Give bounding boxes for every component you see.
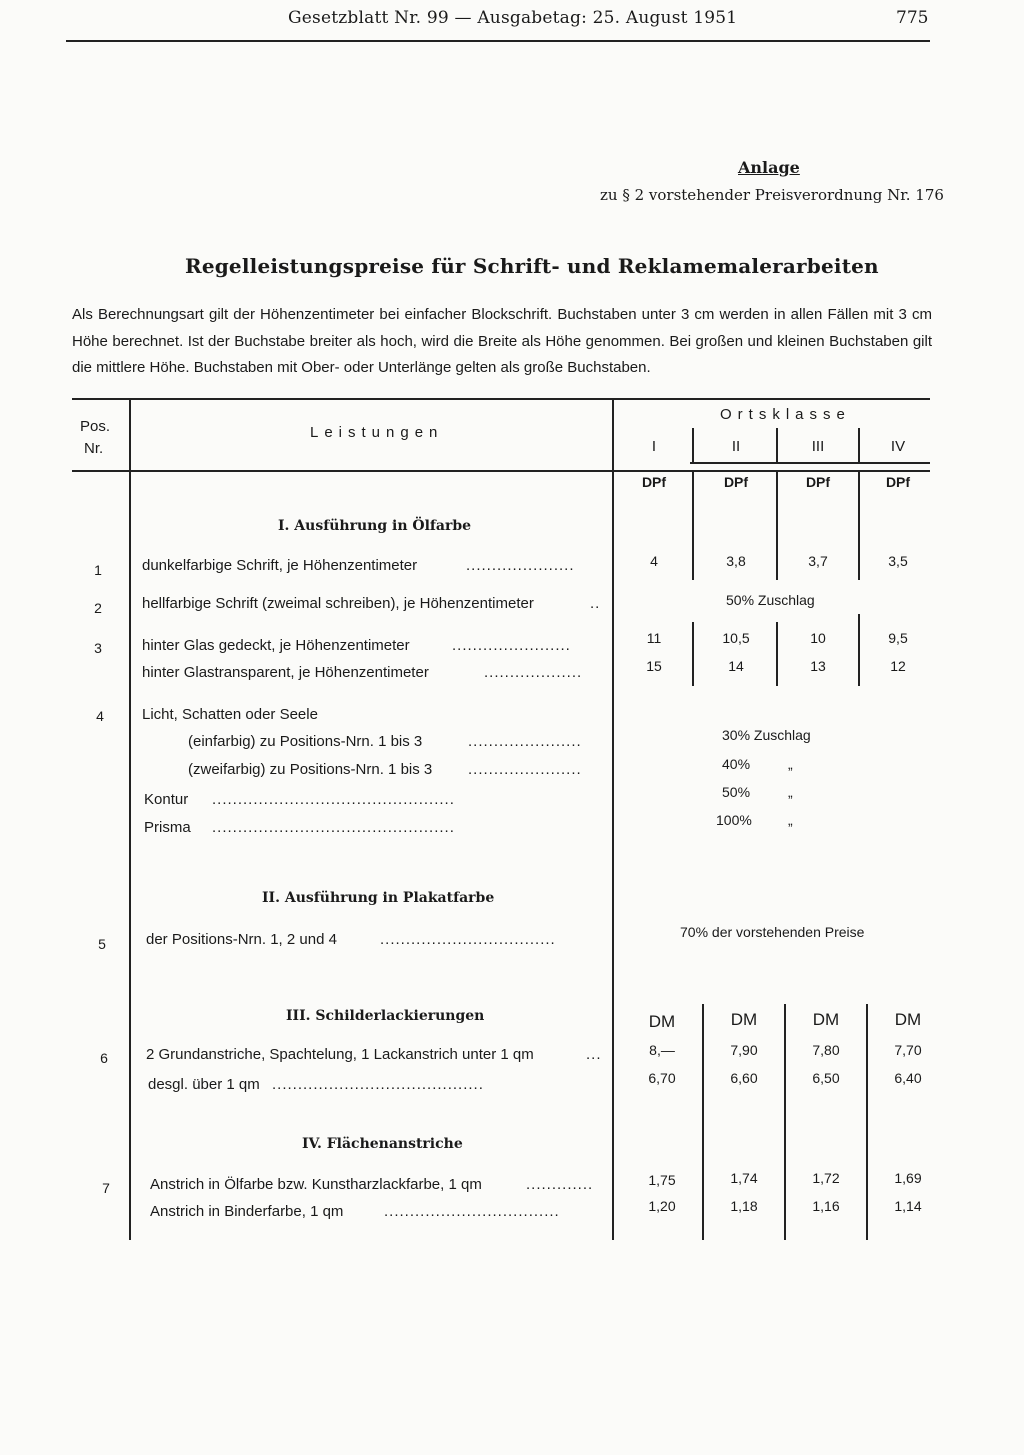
leader-dots: ................... <box>484 664 583 681</box>
unit-dpf: DPf <box>885 474 911 490</box>
value-divider <box>776 470 778 580</box>
running-header: Gesetzblatt Nr. 99 — Ausgabetag: 25. August 1951 <box>288 8 738 28</box>
value-cell: 8,— <box>649 1042 675 1058</box>
unit-dm: DM <box>648 1012 676 1031</box>
leader-dots: ............................................... <box>212 819 455 836</box>
leader-dots: ... <box>586 1046 602 1063</box>
section-heading: IV. Flächenanstriche <box>302 1136 463 1152</box>
merged-value: 100% <box>716 812 752 828</box>
col-header-leistungen: Leistungen <box>310 424 444 441</box>
merged-value: 40% <box>722 756 751 772</box>
value-cell: 1,74 <box>730 1170 758 1186</box>
value-cell: 6,70 <box>648 1070 676 1086</box>
row-text: hinter Glas gedeckt, je Höhenzentimeter <box>142 637 410 654</box>
row-pos: 7 <box>102 1180 110 1196</box>
leader-dots: ...................... <box>468 761 582 778</box>
table-divider-pos <box>129 398 131 1240</box>
value-cell: 14 <box>728 658 744 674</box>
leader-dots: .................................. <box>380 931 556 948</box>
value-divider <box>784 1004 786 1240</box>
unit-dm: DM <box>894 1010 922 1029</box>
value-cell: 1,72 <box>812 1170 840 1186</box>
row-text: der Positions-Nrn. 1, 2 und 4 <box>146 931 337 948</box>
value-divider <box>866 1004 868 1240</box>
leader-dots: ...................... <box>468 733 582 750</box>
unit-dpf: DPf <box>805 474 831 490</box>
row-pos: 2 <box>94 600 102 616</box>
value-cell: 9,5 <box>888 630 908 646</box>
col-header-nr: Nr. <box>84 440 104 457</box>
row-pos: 4 <box>96 708 104 724</box>
row-text: hinter Glastransparent, je Höhenzentimeter <box>142 664 429 681</box>
value-cell: 3,8 <box>726 553 746 569</box>
leader-dots: ....................... <box>452 637 571 654</box>
value-cell: 11 <box>646 630 662 646</box>
value-divider <box>858 470 860 580</box>
value-cell: 7,70 <box>894 1042 922 1058</box>
row-text: (zweifarbig) zu Positions-Nrn. 1 bis 3 <box>188 761 433 778</box>
value-cell: 1,69 <box>894 1170 922 1186</box>
row-pos: 3 <box>94 640 102 656</box>
row-pos: 5 <box>98 936 106 952</box>
merged-value: 50% <box>722 784 751 800</box>
row-text: (einfarbig) zu Positions-Nrn. 1 bis 3 <box>188 733 423 750</box>
value-cell: 12 <box>890 658 906 674</box>
value-divider <box>858 614 860 686</box>
row-pos: 1 <box>94 562 102 578</box>
class-iv: IV <box>890 438 906 455</box>
unit-dpf: DPf <box>641 474 667 490</box>
value-cell: 1,16 <box>812 1198 840 1214</box>
row-text: Prisma <box>144 819 191 836</box>
merged-value: 30% Zuschlag <box>722 727 811 743</box>
class-iii: III <box>811 438 825 455</box>
value-cell: 4 <box>650 553 658 569</box>
table-header-rule <box>72 470 930 472</box>
row-text: hellfarbige Schrift (zweimal schreiben), je Höhenzentimeter <box>142 595 534 612</box>
value-divider <box>692 470 694 580</box>
row-text: dunkelfarbige Schrift, je Höhenzentimeter <box>142 557 418 574</box>
leader-dots: ............................................... <box>212 791 455 808</box>
value-cell: 3,7 <box>808 553 828 569</box>
row-text: desgl. über 1 qm <box>148 1076 260 1093</box>
value-cell: 1,18 <box>730 1198 758 1214</box>
leader-dots: ..................... <box>466 557 575 574</box>
table-divider-desc <box>612 398 614 1240</box>
value-divider <box>702 1004 704 1240</box>
value-cell: 7,90 <box>730 1042 758 1058</box>
document-title: Regelleistungspreise für Schrift- und Reklamemalerarbeiten <box>185 254 879 278</box>
row-text: Licht, Schatten oder Seele <box>142 706 318 723</box>
leader-dots: .. <box>590 595 601 612</box>
header-divider-2 <box>776 428 778 464</box>
value-cell: 6,40 <box>894 1070 922 1086</box>
unit-dpf: DPf <box>723 474 749 490</box>
leader-dots: ............. <box>526 1176 594 1193</box>
value-cell: 10 <box>810 630 826 646</box>
table-top-rule <box>72 398 930 400</box>
leader-dots: ......................................... <box>272 1076 484 1093</box>
annex-reference: zu § 2 vorstehender Preisverordnung Nr. 176 <box>600 186 944 204</box>
col-header-ortsklasse: Ortsklasse <box>720 406 851 423</box>
header-rule <box>66 40 930 42</box>
value-cell: 15 <box>646 658 662 674</box>
row-text: Anstrich in Ölfarbe bzw. Kunstharzlackfarbe, 1 qm <box>150 1176 482 1193</box>
value-cell: 7,80 <box>812 1042 840 1058</box>
ortsklasse-rule <box>690 462 930 464</box>
section-heading: I. Ausführung in Ölfarbe <box>278 518 472 534</box>
header-divider-3 <box>858 428 860 464</box>
col-header-pos: Pos. <box>80 418 111 435</box>
merged-value: 70% der vorstehenden Preise <box>680 924 865 940</box>
ditto-mark: „ <box>788 784 793 800</box>
class-i: I <box>651 438 657 455</box>
value-cell: 1,20 <box>648 1198 676 1214</box>
value-cell: 6,60 <box>730 1070 758 1086</box>
row-text: 2 Grundanstriche, Spachtelung, 1 Lackanstrich unter 1 qm <box>146 1046 534 1063</box>
page-number: 775 <box>896 8 929 28</box>
class-ii: II <box>731 438 741 455</box>
value-divider <box>776 622 778 686</box>
value-divider <box>692 622 694 686</box>
intro-paragraph: Als Berechnungsart gilt der Höhenzentimeter bei einfacher Blockschrift. Buchstaben unter 3 cm werden in allen Fällen mit 3 cm Höhe berechnet. Ist der Buchstabe breiter als hoch, wird die Breite als Höhe genommen. Bei großen und kleinen Buchstaben gilt die mittlere Höhe. Buchstaben mit Ober- oder Unterlänge gelten als große Buchstaben. <box>72 306 932 376</box>
value-cell: 1,14 <box>894 1198 922 1214</box>
leader-dots: .................................. <box>384 1203 560 1220</box>
header-divider-1 <box>692 428 694 464</box>
row-pos: 6 <box>100 1050 108 1066</box>
row-text: Anstrich in Binderfarbe, 1 qm <box>150 1203 344 1220</box>
value-cell: 1,75 <box>648 1172 676 1188</box>
section-heading: II. Ausführung in Plakatfarbe <box>262 890 495 906</box>
value-cell: 3,5 <box>888 553 908 569</box>
merged-value: 50% Zuschlag <box>726 592 815 608</box>
ditto-mark: „ <box>788 756 793 772</box>
value-cell: 13 <box>810 658 826 674</box>
section-heading: III. Schilderlackierungen <box>286 1008 485 1024</box>
ditto-mark: „ <box>788 812 793 828</box>
value-cell: 10,5 <box>722 630 750 646</box>
annex-label: Anlage <box>738 158 800 177</box>
unit-dm: DM <box>812 1010 840 1029</box>
unit-dm: DM <box>730 1010 758 1029</box>
value-cell: 6,50 <box>812 1070 840 1086</box>
row-text: Kontur <box>144 791 189 808</box>
